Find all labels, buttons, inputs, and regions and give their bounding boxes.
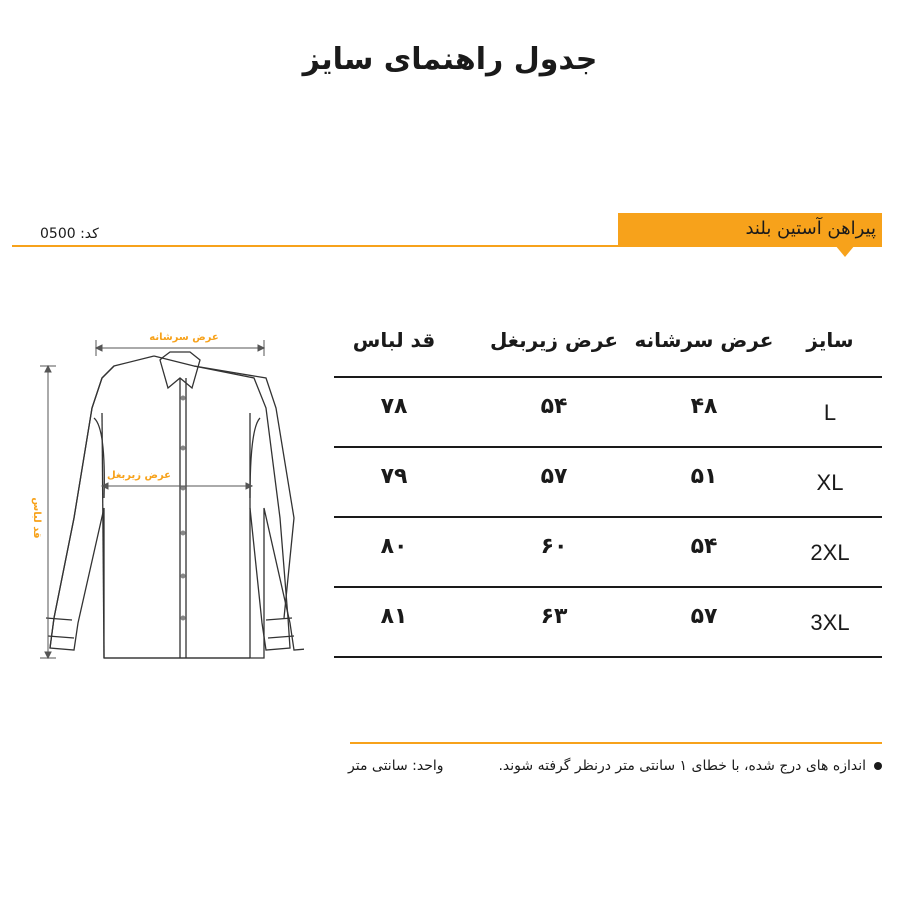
cell-shoulder: ۵۴: [690, 534, 718, 559]
product-name: پیراهن آستین بلند: [745, 218, 876, 239]
cell-length: ۸۱: [380, 604, 408, 629]
table-header: [334, 318, 882, 378]
cell-size: L: [823, 400, 837, 425]
cell-chest: ۶۳: [540, 604, 568, 629]
header-size: سایز: [806, 328, 854, 352]
unit-note: واحد: سانتی متر: [348, 758, 444, 774]
chest-dimension-label: عرض زیربغل: [106, 470, 172, 481]
cell-shoulder: ۵۷: [690, 604, 718, 629]
header-length: قد لباس: [352, 328, 436, 352]
table-row: [334, 518, 882, 588]
tolerance-note: [498, 758, 882, 774]
length-dimension-label: قد لباس: [31, 497, 42, 539]
cell-chest: ۵۴: [540, 394, 568, 419]
bullet-icon: [874, 762, 882, 770]
cell-shoulder: ۵۱: [690, 464, 718, 489]
cell-shoulder: ۴۸: [690, 394, 718, 419]
size-table: [334, 318, 882, 658]
product-code: [40, 226, 99, 242]
header-divider: [12, 245, 882, 247]
product-tab: [618, 213, 882, 247]
header-chest: عرض زیربغل: [489, 328, 619, 352]
cell-size: 3XL: [810, 610, 850, 635]
table-row: [334, 448, 882, 518]
shoulder-dimension-label: عرض سرشانه: [149, 332, 219, 343]
cell-size: 2XL: [810, 540, 850, 565]
cell-length: ۸۰: [380, 534, 408, 559]
shirt-diagram: [14, 318, 304, 668]
cell-length: ۷۹: [380, 464, 408, 489]
footer-divider: [350, 742, 882, 744]
cell-size: XL: [816, 470, 844, 495]
tolerance-note-text: اندازه های درج شده، با خطای ۱ سانتی متر درنظر گرفته شوند.: [498, 758, 866, 774]
cell-chest: ۶۰: [540, 534, 568, 559]
table-row: [334, 588, 882, 658]
header-shoulder: عرض سرشانه: [634, 328, 774, 352]
code-value: 0500: [40, 226, 76, 242]
page-title: جدول راهنمای سایز: [302, 42, 598, 77]
table-row: [334, 378, 882, 448]
cell-chest: ۵۷: [540, 464, 568, 489]
cell-length: ۷۸: [380, 394, 408, 419]
code-label: کد:: [80, 226, 99, 242]
shirt-illustration: [14, 318, 304, 668]
